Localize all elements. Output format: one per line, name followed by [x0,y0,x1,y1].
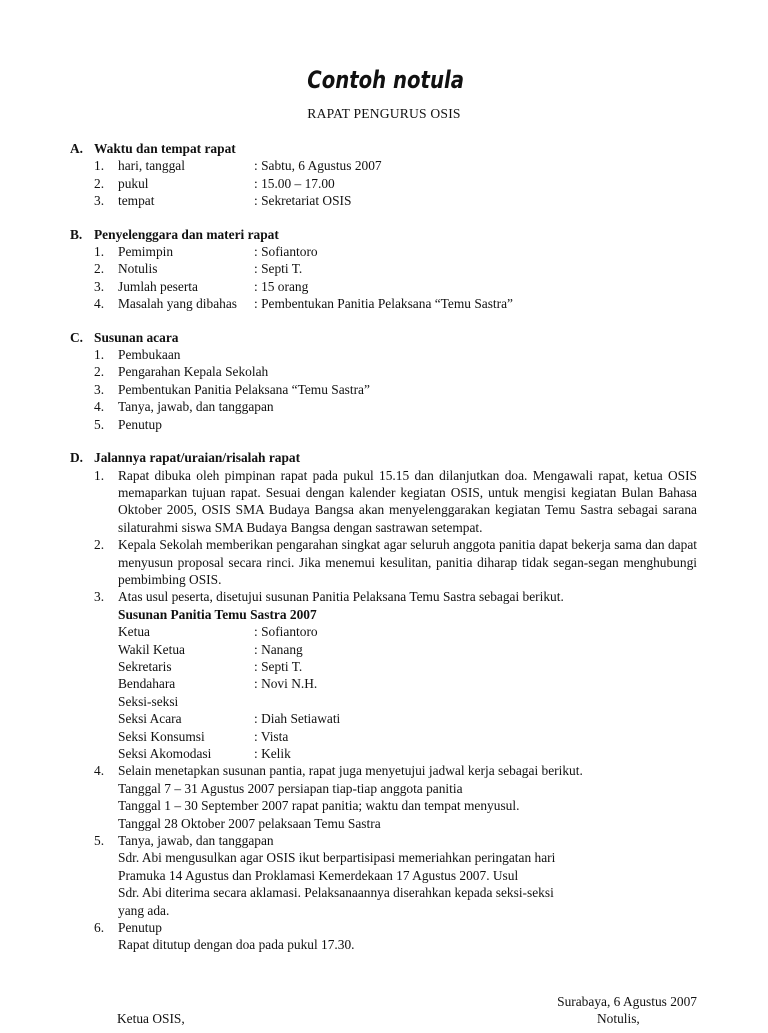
document-title: Contoh notula [307,66,464,94]
section-c-heading [70,329,697,346]
info-label: Masalah yang dibahas [118,296,237,312]
minutes-line: Pramuka 14 Agustus dan Proklamasi Kemerdekaan 17 Agustus 2007. Usul [118,867,519,883]
item-number: 4. [94,399,105,415]
committee-role: Ketua [118,624,150,640]
minutes-item-6 [70,919,697,954]
document-body [70,140,697,954]
committee-row [118,623,697,640]
committee-title: Susunan Panitia Temu Sastra 2007 [118,606,317,622]
minutes-item-3 [70,588,697,762]
section-a-heading [70,140,697,157]
committee-row [118,641,697,658]
item-number: 6. [94,920,105,936]
item-number: 1. [94,347,105,363]
minutes-paragraph: Atas usul peserta, disetujui susunan Panitia Pelaksana Temu Sastra sebagai berikut. [118,589,564,605]
info-label: tempat [118,193,155,209]
agenda-item [70,381,697,398]
info-row [70,157,697,174]
info-label: pukul [118,175,149,191]
agenda-text: Penutup [118,416,162,432]
schedule-line: Tanggal 7 – 31 Agustus 2007 persiapan tiap-tiap anggota panitia [118,780,463,796]
section-d [70,449,697,954]
section-c [70,329,697,433]
committee-role: Seksi Akomodasi [118,746,212,761]
committee-member: : Diah Setiawati [254,711,341,727]
item-number: 2. [94,175,105,191]
section-d-heading [70,449,697,466]
info-row [70,260,697,277]
document-subtitle: RAPAT PENGURUS OSIS [307,106,461,121]
place-date: Surabaya, 6 Agustus 2007 [557,994,697,1009]
info-value: : Sekretariat OSIS [254,193,352,209]
committee-member: : Novi N.H. [254,676,318,692]
minutes-line: Sdr. Abi diterima secara aklamasi. Pelaksanaannya diserahkan kepada seksi-seksi [118,885,554,901]
committee-role: Sekretaris [118,658,172,674]
schedule-line: Tanggal 28 Oktober 2007 pelaksaan Temu Sastra [118,815,381,831]
info-row [70,175,697,192]
signature-notetaker-label: Notulis, [597,1011,640,1026]
info-row [70,192,697,209]
signature-block [0,993,768,1033]
minutes-paragraph: Kepala Sekolah memberikan pengarahan singkat agar seluruh anggota panitia dapat bekerja sama dan dapat menyusun proposal secara rinci. Jika menemui kesulitan, panitia diharap tidak segan-segan menghubungi pembimbing OSIS. [118,537,697,587]
committee-role: Seksi Acara [118,711,182,727]
agenda-item [70,363,697,380]
minutes-line: Tanya, jawab, dan tanggapan [118,833,274,849]
info-value: : Sofiantoro [254,244,318,260]
info-value: : 15.00 – 17.00 [254,175,335,191]
minutes-item-1 [70,467,697,537]
committee-role: Bendahara [118,676,176,692]
info-value: : Pembentukan Panitia Pelaksana “Temu Sastra” [254,296,513,312]
info-row [70,295,697,312]
item-number: 3. [94,589,105,605]
item-number: 2. [94,261,105,277]
agenda-text: Tanya, jawab, dan tanggapan [118,399,274,415]
agenda-item [70,346,697,363]
section-letter: A. [70,141,84,156]
info-row [70,243,697,260]
section-letter: B. [70,226,83,242]
info-value: : Sabtu, 6 Agustus 2007 [254,158,382,174]
committee-row [118,693,697,710]
committee-member: : Kelik [254,746,291,761]
info-label: Pemimpin [118,244,174,260]
committee-member: : Nanang [254,641,303,657]
info-label: Jumlah peserta [118,278,198,294]
item-number: 5. [94,416,105,432]
committee-row [118,658,697,675]
minutes-line: Selain menetapkan susunan pantia, rapat juga menyetujui jadwal kerja sebagai berikut. [118,763,583,779]
minutes-item-5 [70,832,697,919]
minutes-item-content [118,762,697,832]
committee-member: : Vista [254,728,289,744]
committee-role: Seksi Konsumsi [118,728,205,744]
committee-role: Wakil Ketua [118,641,185,657]
minutes-line: Sdr. Abi mengusulkan agar OSIS ikut berpartisipasi memeriahkan peringatan hari [118,850,556,866]
section-letter: C. [70,329,84,345]
agenda-item [70,416,697,433]
section-b-heading [70,226,697,243]
committee-member: : Sofiantoro [254,624,318,640]
item-number: 3. [94,278,105,294]
committee-row [118,728,697,745]
agenda-item [70,398,697,415]
info-label: Notulis [118,261,158,277]
info-value: : 15 orang [254,278,309,294]
section-a [70,140,697,210]
item-number: 4. [94,763,105,779]
minutes-item-content [118,832,697,919]
minutes-line: Penutup [118,920,162,936]
committee-role: Seksi-seksi [118,693,179,709]
item-number: 2. [94,364,105,380]
section-letter: D. [70,450,84,466]
agenda-text: Pembentukan Panitia Pelaksana “Temu Sastra” [118,381,370,397]
section-title: Susunan acara [94,329,179,345]
minutes-item-4 [70,762,697,832]
agenda-text: Pembukaan [118,347,181,363]
minutes-item-content [118,919,697,954]
schedule-line: Tanggal 1 – 30 September 2007 rapat panitia; waktu dan tempat menyusul. [118,798,520,814]
item-number: 2. [94,537,105,553]
info-value: : Septi T. [254,261,303,277]
item-number: 1. [94,244,105,260]
item-number: 1. [94,467,105,483]
committee-row [118,675,697,692]
minutes-item-2 [70,536,697,588]
item-number: 3. [94,193,105,209]
info-label: hari, tanggal [118,158,185,174]
item-number: 4. [94,296,105,312]
item-number: 1. [94,158,105,174]
item-number: 5. [94,833,105,849]
minutes-item-content [118,588,697,762]
section-title: Penyelenggara dan materi rapat [94,226,279,242]
committee-member: : Septi T. [254,658,303,674]
agenda-text: Pengarahan Kepala Sekolah [118,364,269,380]
minutes-line: yang ada. [118,902,170,918]
info-row [70,278,697,295]
committee-row [118,745,697,762]
section-title: Waktu dan tempat rapat [94,141,236,156]
committee-row [118,710,697,727]
section-title: Jalannya rapat/uraian/risalah rapat [94,450,301,466]
signature-chair-label: Ketua OSIS, [117,1011,185,1026]
minutes-line: Rapat ditutup dengan doa pada pukul 17.30. [118,937,355,953]
item-number: 3. [94,381,105,397]
minutes-paragraph: Rapat dibuka oleh pimpinan rapat pada pukul 15.15 dan dilanjutkan doa. Mengawali rapat, ketua OSIS memaparkan tujuan rapat. Sesuai dengan kalender kegiatan OSIS, untuk mengisi kegiatan Bulan Bahasa Oktober 2005, OSIS SMA Budaya Bangsa akan menyelenggarakan kegiatan Temu Sastra sebagai sarana silaturahmi siswa SMA Budaya Bangsa dengan sastrawan setempat. [118,467,697,535]
section-b [70,226,697,313]
